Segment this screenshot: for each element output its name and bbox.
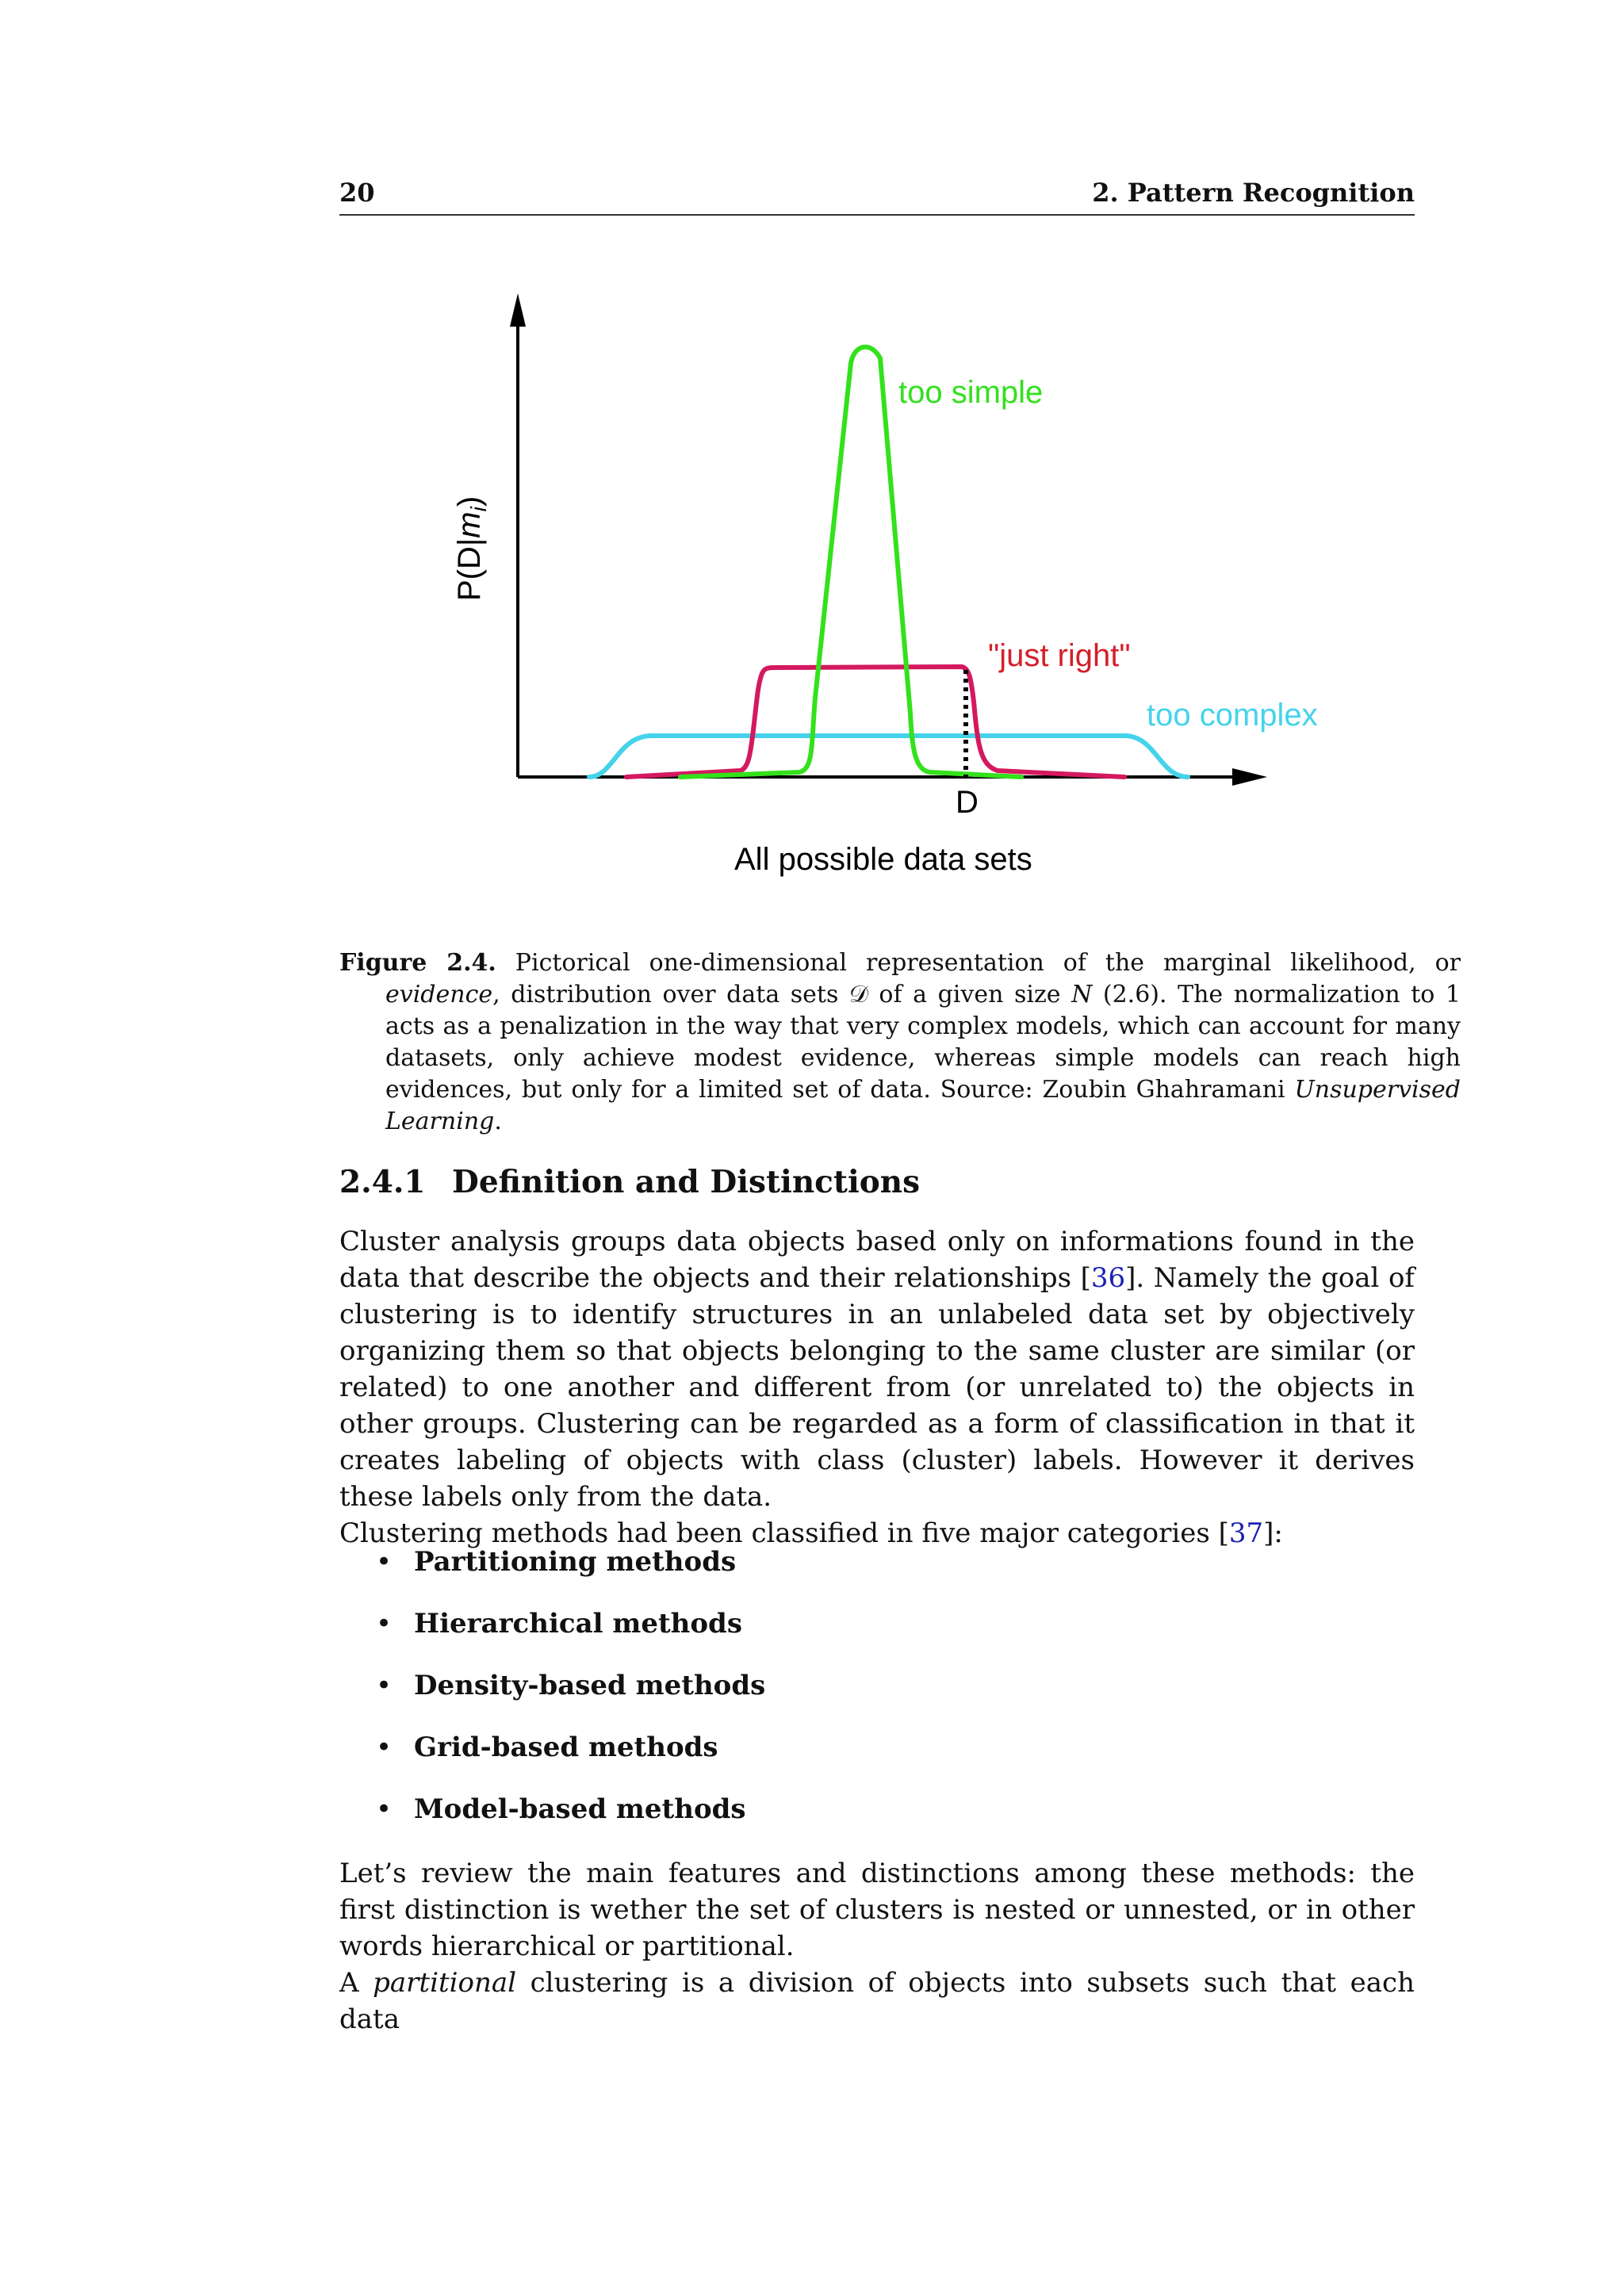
- figure-evidence-plot: [339, 270, 1415, 896]
- y-axis-label-main: P(D|: [452, 538, 487, 601]
- caption-math-d: 𝒟: [848, 981, 868, 1008]
- para1-text-4: ]:: [1263, 1517, 1283, 1549]
- list-item-label: Density-based methods: [414, 1670, 766, 1701]
- x-axis-arrowhead: [1232, 768, 1267, 786]
- para1-text-3: Clustering methods had been classified in five major categories [: [339, 1517, 1229, 1549]
- y-axis-arrowhead: [510, 293, 526, 327]
- caption-text-2: , distribution over data sets: [492, 981, 849, 1008]
- section-heading: [339, 1164, 920, 1200]
- just-right-label: "just right": [988, 638, 1131, 673]
- list-item-label: Grid-based methods: [414, 1732, 718, 1763]
- para2-text-3: clustering is a division of objects into subsets such that each data: [339, 1967, 1415, 2035]
- caption-text-1: Pictorical one-dimensional representation of the marginal likelihood, or: [515, 949, 1461, 977]
- paragraph-2: Let’s review the main features and distinctions among these methods: the first distinction is wether the set of clusters is nested or unnested, or in other words hierarchical or partitional.: [339, 1858, 1415, 1962]
- paragraph-cluster-analysis: [339, 1223, 1415, 1552]
- bullet-marker: •: [376, 1670, 393, 1701]
- bullet-marker: •: [376, 1546, 393, 1578]
- section-number: 2.4.1: [339, 1164, 426, 1200]
- list-item: [339, 1546, 1415, 1608]
- caption-text-4: (2.6). The normalization to 1 acts as a penalization in the way that very complex models, which can account for many datasets, only achieve modest evidence, whereas simple models can reach high evidences, but only for a limited set of data. Source: Zoubin Ghahramani: [385, 981, 1461, 1104]
- x-axis-label: All possible data sets: [734, 842, 1032, 877]
- list-item-label: Partitioning methods: [414, 1546, 737, 1578]
- evidence-plot-svg: [339, 270, 1415, 896]
- just-right-curve: [626, 667, 1124, 777]
- page-header: [339, 173, 1415, 216]
- clustering-methods-list: [339, 1546, 1415, 1855]
- bullet-marker: •: [376, 1732, 393, 1763]
- d-marker-label: D: [956, 785, 979, 820]
- caption-text-5: .: [494, 1108, 502, 1135]
- para1-text-2: ]. Namely the goal of clustering is to identify structures in an unlabeled data set by objectively organizing them so that objects belonging to the same cluster are similar (or related) to one another and different from (or unrelated to) the objects in other groups. Clustering can be regarded as a form of classification in that it creates labeling of objects with class (cluster) labels. However it derives these labels only from the data.: [339, 1262, 1415, 1513]
- figure-caption: [339, 947, 1461, 1138]
- page-number: 20: [339, 178, 375, 208]
- para2-em-partitional: partitional: [373, 1967, 516, 1999]
- bullet-marker: •: [376, 1793, 393, 1825]
- y-axis-label-sub: i: [466, 507, 491, 512]
- list-item: [339, 1793, 1415, 1855]
- bullet-marker: •: [376, 1608, 393, 1640]
- y-axis-label-italic-m: m: [452, 511, 487, 538]
- caption-em-source: Unsupervised Learning: [385, 1076, 1461, 1135]
- too-simple-curve: [680, 347, 1021, 777]
- list-item-label: Hierarchical methods: [414, 1608, 742, 1640]
- too-complex-label: too complex: [1147, 698, 1318, 733]
- y-axis-label-close: ): [452, 496, 487, 507]
- para1-text-1: Cluster analysis groups data objects based only on informations found in the data that describe the objects and their relationships [: [339, 1226, 1415, 1294]
- list-item: [339, 1608, 1415, 1670]
- paragraph-1: [339, 1223, 1415, 1515]
- caption-label: Figure 2.4.: [339, 949, 496, 977]
- list-item-label: Model-based methods: [414, 1793, 746, 1825]
- list-item: [339, 1670, 1415, 1732]
- citation-link-36[interactable]: 36: [1090, 1262, 1126, 1294]
- para2-text-2: A: [339, 1967, 373, 1999]
- caption-math-n: N: [1071, 981, 1093, 1008]
- too-complex-curve: [589, 736, 1188, 777]
- caption-em-evidence: evidence: [385, 981, 493, 1008]
- citation-link-37[interactable]: 37: [1228, 1517, 1264, 1549]
- section-title: Definition and Distinctions: [452, 1164, 921, 1200]
- caption-text-3: of a given size: [868, 981, 1072, 1008]
- list-item: [339, 1732, 1415, 1793]
- paragraph-3: [339, 1965, 1415, 2038]
- y-axis-label: [452, 496, 491, 601]
- chapter-title: 2. Pattern Recognition: [1092, 178, 1415, 208]
- paragraph-distinctions: [339, 1855, 1415, 2038]
- too-simple-label: too simple: [898, 375, 1044, 410]
